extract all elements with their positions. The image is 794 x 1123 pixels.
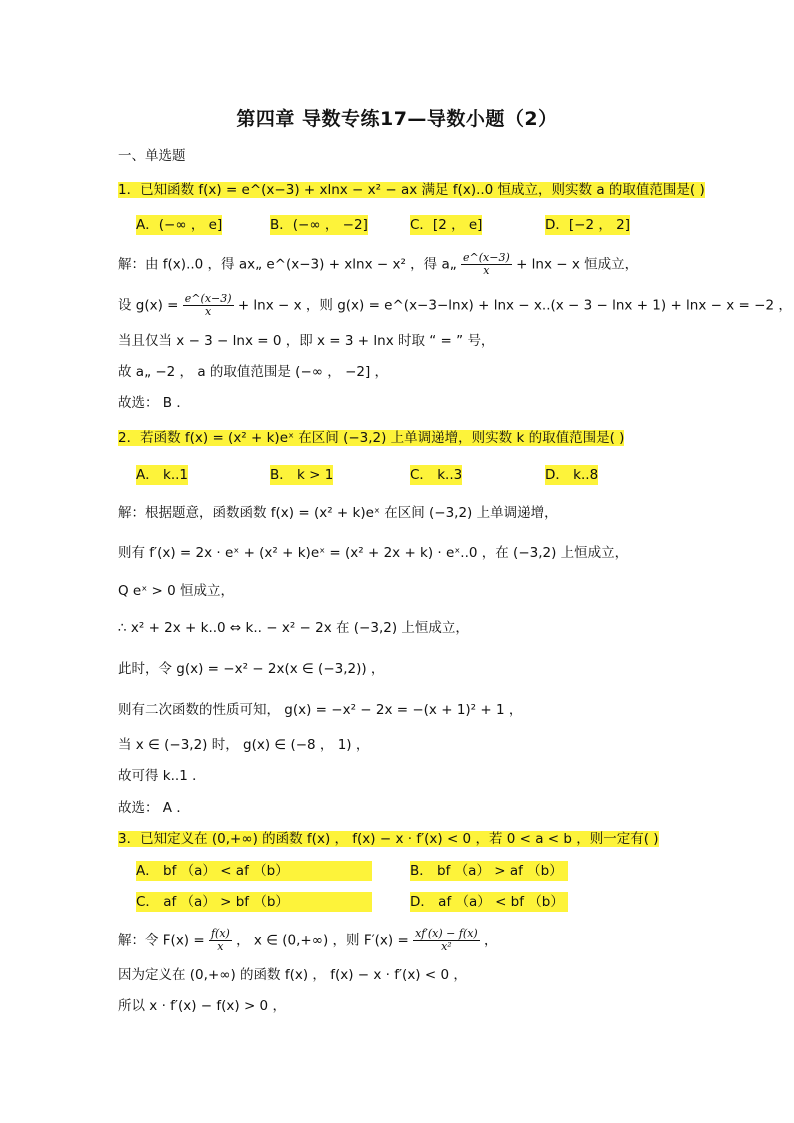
- q1-option-b: B．(−∞ ， −2]: [270, 217, 368, 233]
- q2-solution-line-1: 解：根据题意，函数函数 f(x) = (x² + k)eˣ 在区间 (−3,2) 上单调递增，: [118, 505, 558, 521]
- q3-option-c: C． af （a） > bf （b）: [136, 892, 372, 912]
- q2-solution-line-4: ∴ x² + 2x + k..0 ⇔ k.. − x² − 2x 在 (−3,2) 上恒成立，: [118, 620, 469, 636]
- q3-solution-line-3: 所以 x · f′(x) − f(x) > 0 ，: [118, 998, 286, 1014]
- q1-solution-line-2: 设 g(x) = $\frac{e\^{}(x-3)}{x}$ + lnx − x ，则 g(x) = e^(x−3−lnx) + lnx − x..(x − 3 − lnx + 1) + lnx − x = −2 ，: [118, 292, 792, 318]
- q1-option-a: A．(−∞ ， e]: [136, 217, 223, 233]
- question-3-stem: 3．已知定义在 (0,+∞) 的函数 f(x) ， f(x) − x · f′(x) < 0 ，若 0 < a < b ，则一定有( ): [118, 831, 659, 847]
- q2-option-b: B． k > 1: [270, 467, 334, 483]
- q2-answer: 故选： A ．: [118, 800, 190, 816]
- q3-solution-line-2: 因为定义在 (0,+∞) 的函数 f(x) ， f(x) − x · f′(x) < 0 ，: [118, 967, 467, 983]
- q3-option-d: D． af （a） < bf （b）: [410, 892, 568, 912]
- q2-solution-line-8: 故可得 k..1 ．: [118, 768, 206, 784]
- question-3: [118, 829, 659, 849]
- page-title: 第四章 导数专练17—导数小题（2）: [236, 108, 558, 130]
- q1-solution-line-3: 当且仅当 x − 3 − lnx = 0 ，即 x = 3 + lnx 时取 “ = ” 号，: [118, 333, 495, 349]
- q3-fraction-1: $\frac{f(x)}{x}$: [210, 927, 230, 953]
- q2-solution-line-2: 则有 f′(x) = 2x · eˣ + (x² + k)eˣ = (x² + 2x + k) · eˣ..0 ，在 (−3,2) 上恒成立，: [118, 545, 629, 561]
- question-2-stem: 2．若函数 f(x) = (x² + k)eˣ 在区间 (−3,2) 上单调递增，则实数 k 的取值范围是( ): [118, 430, 625, 446]
- question-1: [118, 180, 705, 200]
- q2-solution-line-5: 此时，令 g(x) = −x² − 2x(x ∈ (−3,2)) ，: [118, 661, 385, 677]
- question-2: [118, 428, 624, 448]
- q1-fraction-2: $\frac{e\^{}(x-3)}{x}$: [184, 292, 232, 318]
- q1-answer: 故选： B ．: [118, 395, 190, 411]
- q2-option-a: A． k..1: [136, 467, 189, 483]
- question-1-stem: 1．已知函数 f(x) = e^(x−3) + xlnx − x² − ax 满足 f(x)..0 恒成立，则实数 a 的取值范围是( ): [118, 182, 705, 198]
- q2-solution-line-3: Q eˣ > 0 恒成立，: [118, 583, 234, 599]
- q1-solution-line-4: 故 a„ −2 ， a 的取值范围是 (−∞ ， −2] ，: [118, 364, 389, 380]
- q1-solution-line-1: 解：由 f(x)..0 ，得 ax„ e^(x−3) + xlnx − x² ，得 a„ $\frac{e\^{}(x-3)}{x}$ + lnx − x 恒成立，: [118, 251, 639, 277]
- q2-solution-line-7: 当 x ∈ (−3,2) 时， g(x) ∈ (−8 ， 1) ，: [118, 737, 370, 753]
- q3-option-b: B． bf （a） > af （b）: [410, 861, 568, 881]
- section-heading: 一、单选题: [118, 148, 186, 164]
- q3-option-a: A． bf （a） < af （b）: [136, 861, 372, 881]
- q3-fraction-2: $\frac{xf'(x) - f(x)}{\text{x²}}$: [415, 927, 478, 953]
- q1-option-d: D．[−2 ， 2]: [545, 217, 631, 233]
- q2-solution-line-6: 则有二次函数的性质可知， g(x) = −x² − 2x = −(x + 1)² + 1 ，: [118, 702, 523, 718]
- q3-solution-line-1: 解：令 F(x) = $\frac{f(x)}{x}$ ， x ∈ (0,+∞) ，则 F′(x) = $\frac{xf'(x) - f(x)}{\text{x²}}$ ，: [118, 927, 498, 953]
- q1-fraction-1: $\frac{e\^{}(x-3)}{x}$: [463, 251, 510, 277]
- q2-option-d: D． k..8: [545, 467, 599, 483]
- q1-option-c: C．[2 ， e]: [410, 217, 483, 233]
- q2-option-c: C． k..3: [410, 467, 463, 483]
